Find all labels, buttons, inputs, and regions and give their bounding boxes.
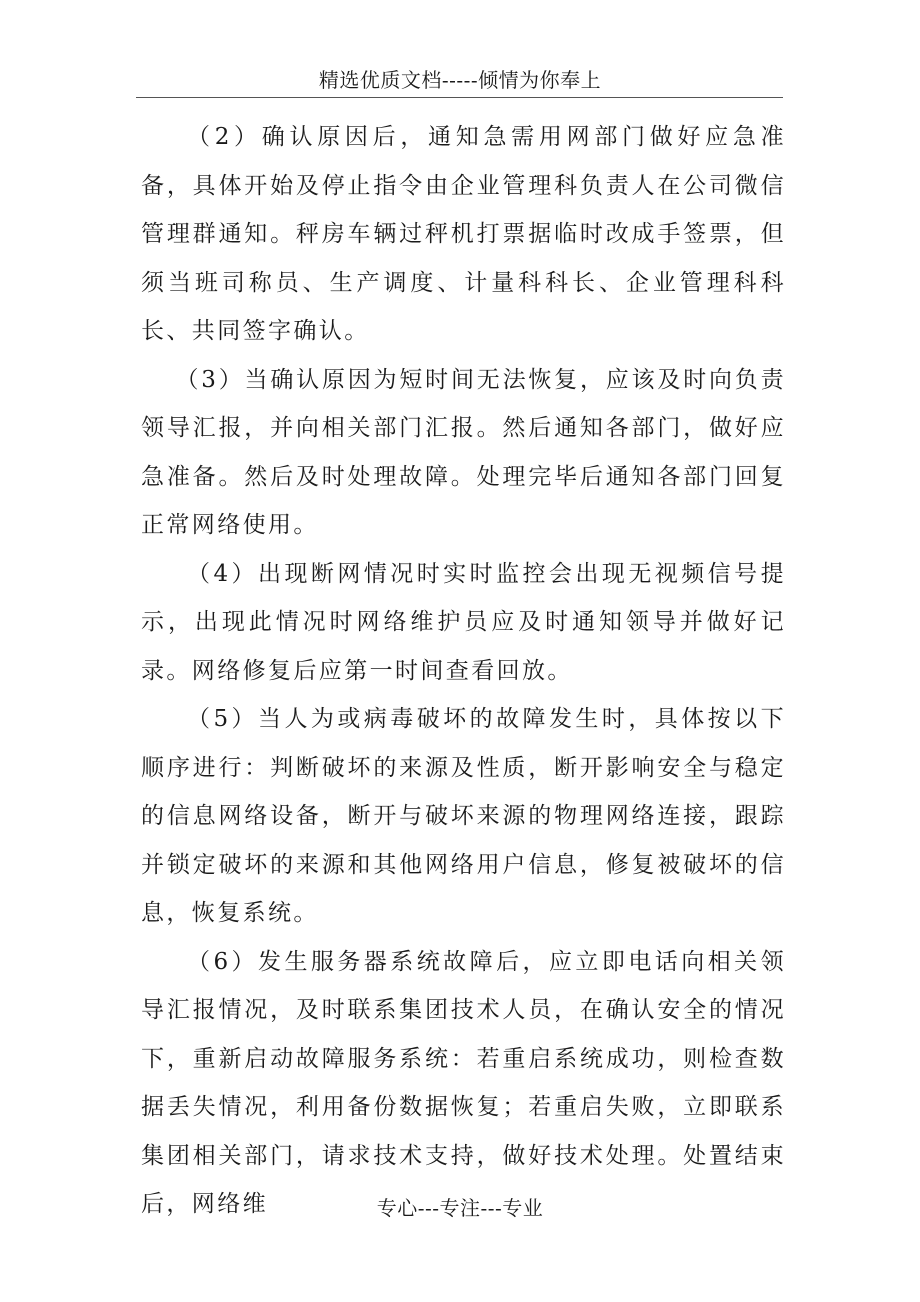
header-divider bbox=[136, 97, 783, 98]
paragraph-6: （6）发生服务器系统故障后，应立即电话向相关领导汇报情况，及时联系集团技术人员，在确认安全的情况下，重新启动故障服务系统：若重启系统成功，则检查数据丢失情况，利用备份数据恢复；若重启失败，立即联系集团相关部门，请求技术支持，做好技术处理。处置结束后，网络维 bbox=[141, 948, 786, 1217]
paragraph-3: （3）当确认原因为短时间无法恢复，应该及时向负责领导汇报，并向相关部门汇报。然后通知各部门，做好应急准备。然后及时处理故障。处理完毕后通知各部门回复正常网络使用。 bbox=[141, 366, 786, 538]
paragraph-4: （4）出现断网情况时实时监控会出现无视频信号提示，出现此情况时网络维护员应及时通知领导并做好记录。网络修复后应第一时间查看回放。 bbox=[141, 560, 786, 684]
paragraph-2: （2）确认原因后，通知急需用网部门做好应急准备，具体开始及停止指令由企业管理科负责人在公司微信管理群通知。秤房车辆过秤机打票据临时改成手签票，但须当班司称员、生产调度、计量科科长、企业管理科科长、共同签字确认。 bbox=[141, 124, 786, 344]
document-body bbox=[141, 113, 786, 1229]
paragraph-5: （5）当人为或病毒破坏的故障发生时，具体按以下顺序进行：判断破坏的来源及性质，断开影响安全与稳定的信息网络设备，断开与破坏来源的物理网络连接，跟踪并锁定破坏的来源和其他网络用户信息，修复被破坏的信息，恢复系统。 bbox=[141, 706, 786, 926]
page-footer: 专心---专注---专业 bbox=[376, 1196, 544, 1220]
page-header: 精选优质文档-----倾情为你奉上 bbox=[318, 68, 602, 92]
